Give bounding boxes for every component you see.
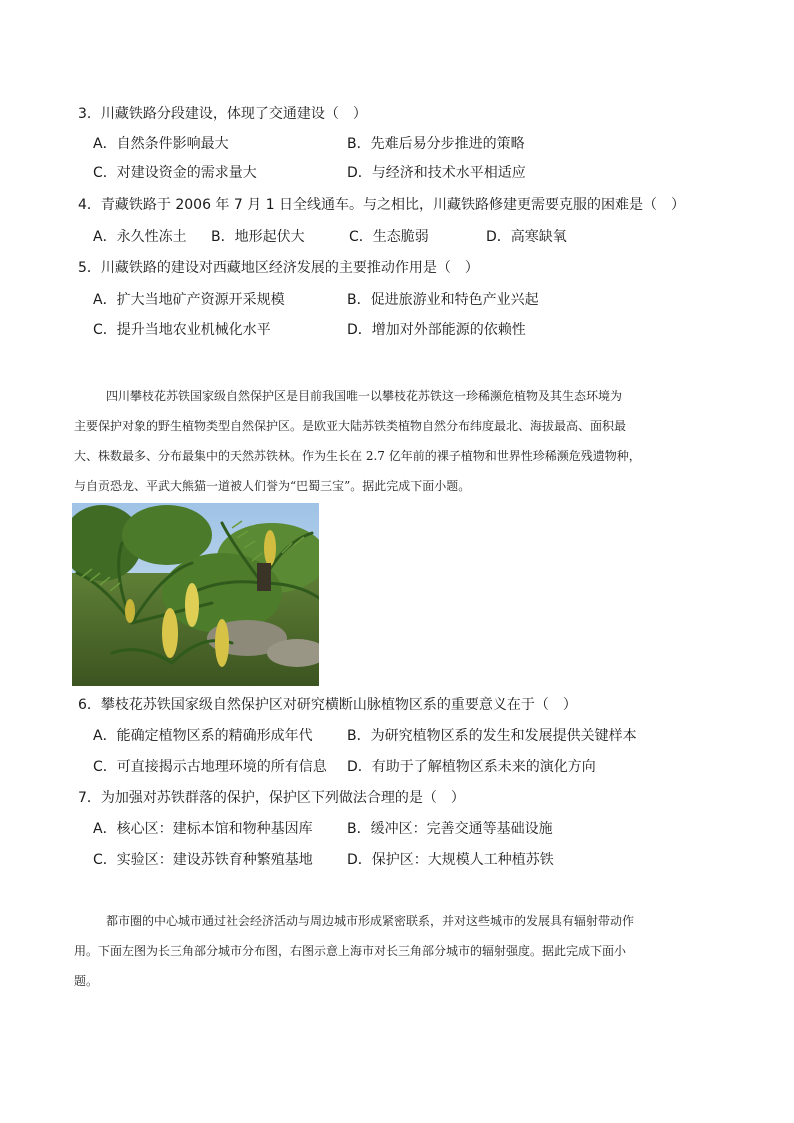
question-4-stem: 4．青藏铁路于 2006 年 7 月 1 日全线通车。与之相比，川藏铁路修建更需要克服的困难是（ ） <box>78 197 686 213</box>
question-3-stem: 3．川藏铁路分段建设，体现了交通建设（ ） <box>78 106 367 122</box>
cycad-passage-line-1: 四川攀枝花苏铁国家级自然保护区是目前我国唯一以攀枝花苏铁这一珍稀濒危植物及其生态环境为 <box>106 389 623 403</box>
question-3-option-a: A．自然条件影响最大 <box>93 136 229 152</box>
question-6-option-d: D．有助于了解植物区系未来的演化方向 <box>347 759 596 775</box>
question-5-option-a: A．扩大当地矿产资源开采规模 <box>93 292 285 308</box>
question-5-option-d: D．增加对外部能源的依赖性 <box>347 322 526 338</box>
question-7-option-d: D．保护区：大规模人工种植苏铁 <box>347 852 554 868</box>
question-5-stem: 5．川藏铁路的建设对西藏地区经济发展的主要推动作用是（ ） <box>78 260 479 276</box>
question-6-option-a: A．能确定植物区系的精确形成年代 <box>93 728 313 744</box>
question-4-option-c: C．生态脆弱 <box>349 229 429 245</box>
question-3-option-b: B．先难后易分步推进的策略 <box>347 136 525 152</box>
question-7-stem: 7．为加强对苏铁群落的保护，保护区下列做法合理的是（ ） <box>78 790 465 806</box>
cycad-passage <box>74 381 724 501</box>
cycad-passage-line-3: 大、株数最多、分布最集中的天然苏铁林。作为生长在 2.7 亿年前的裸子植物和世界性珍稀濒危残遗物种， <box>74 449 641 463</box>
cycad-passage-line-2: 主要保护对象的野生植物类型自然保护区。是欧亚大陆苏铁类植物自然分布纬度最北、海拔最高、面积最 <box>74 419 627 433</box>
question-4-option-a: A．永久性冻土 <box>93 229 187 245</box>
question-3-option-c: C．对建设资金的需求量大 <box>93 165 257 181</box>
question-5-option-c: C．提升当地农业机械化水平 <box>93 322 271 338</box>
question-7-option-b: B．缓冲区：完善交通等基础设施 <box>347 821 553 837</box>
metro-passage-line-2: 用。下面左图为长三角部分城市分布图，右图示意上海市对长三角部分城市的辐射强度。据此完成下面小 <box>74 944 627 958</box>
cycad-passage-line-4: 与自贡恐龙、平武大熊猫一道被人们誉为“巴蜀三宝”。据此完成下面小题。 <box>74 479 471 493</box>
question-4-option-b: B．地形起伏大 <box>211 229 305 245</box>
question-6-stem: 6．攀枝花苏铁国家级自然保护区对研究横断山脉植物区系的重要意义在于（ ） <box>78 697 577 713</box>
question-7-option-c: C．实验区：建设苏铁育种繁殖基地 <box>93 852 313 868</box>
question-7-option-a: A．核心区：建标本馆和物种基因库 <box>93 821 313 837</box>
question-6-option-b: B．为研究植物区系的发生和发展提供关键样本 <box>347 728 637 744</box>
question-4-option-d: D．高寒缺氧 <box>486 229 567 245</box>
question-6-option-c: C．可直接揭示古地理环境的所有信息 <box>93 759 327 775</box>
question-5-option-b: B．促进旅游业和特色产业兴起 <box>347 292 539 308</box>
question-3-option-d: D．与经济和技术水平相适应 <box>347 165 526 181</box>
cycad-photo <box>72 503 319 686</box>
metro-passage <box>74 906 724 996</box>
metro-passage-line-1: 都市圈的中心城市通过社会经济活动与周边城市形成紧密联系，并对这些城市的发展具有辐射带动作 <box>106 914 635 928</box>
metro-passage-line-3: 题。 <box>74 974 99 988</box>
